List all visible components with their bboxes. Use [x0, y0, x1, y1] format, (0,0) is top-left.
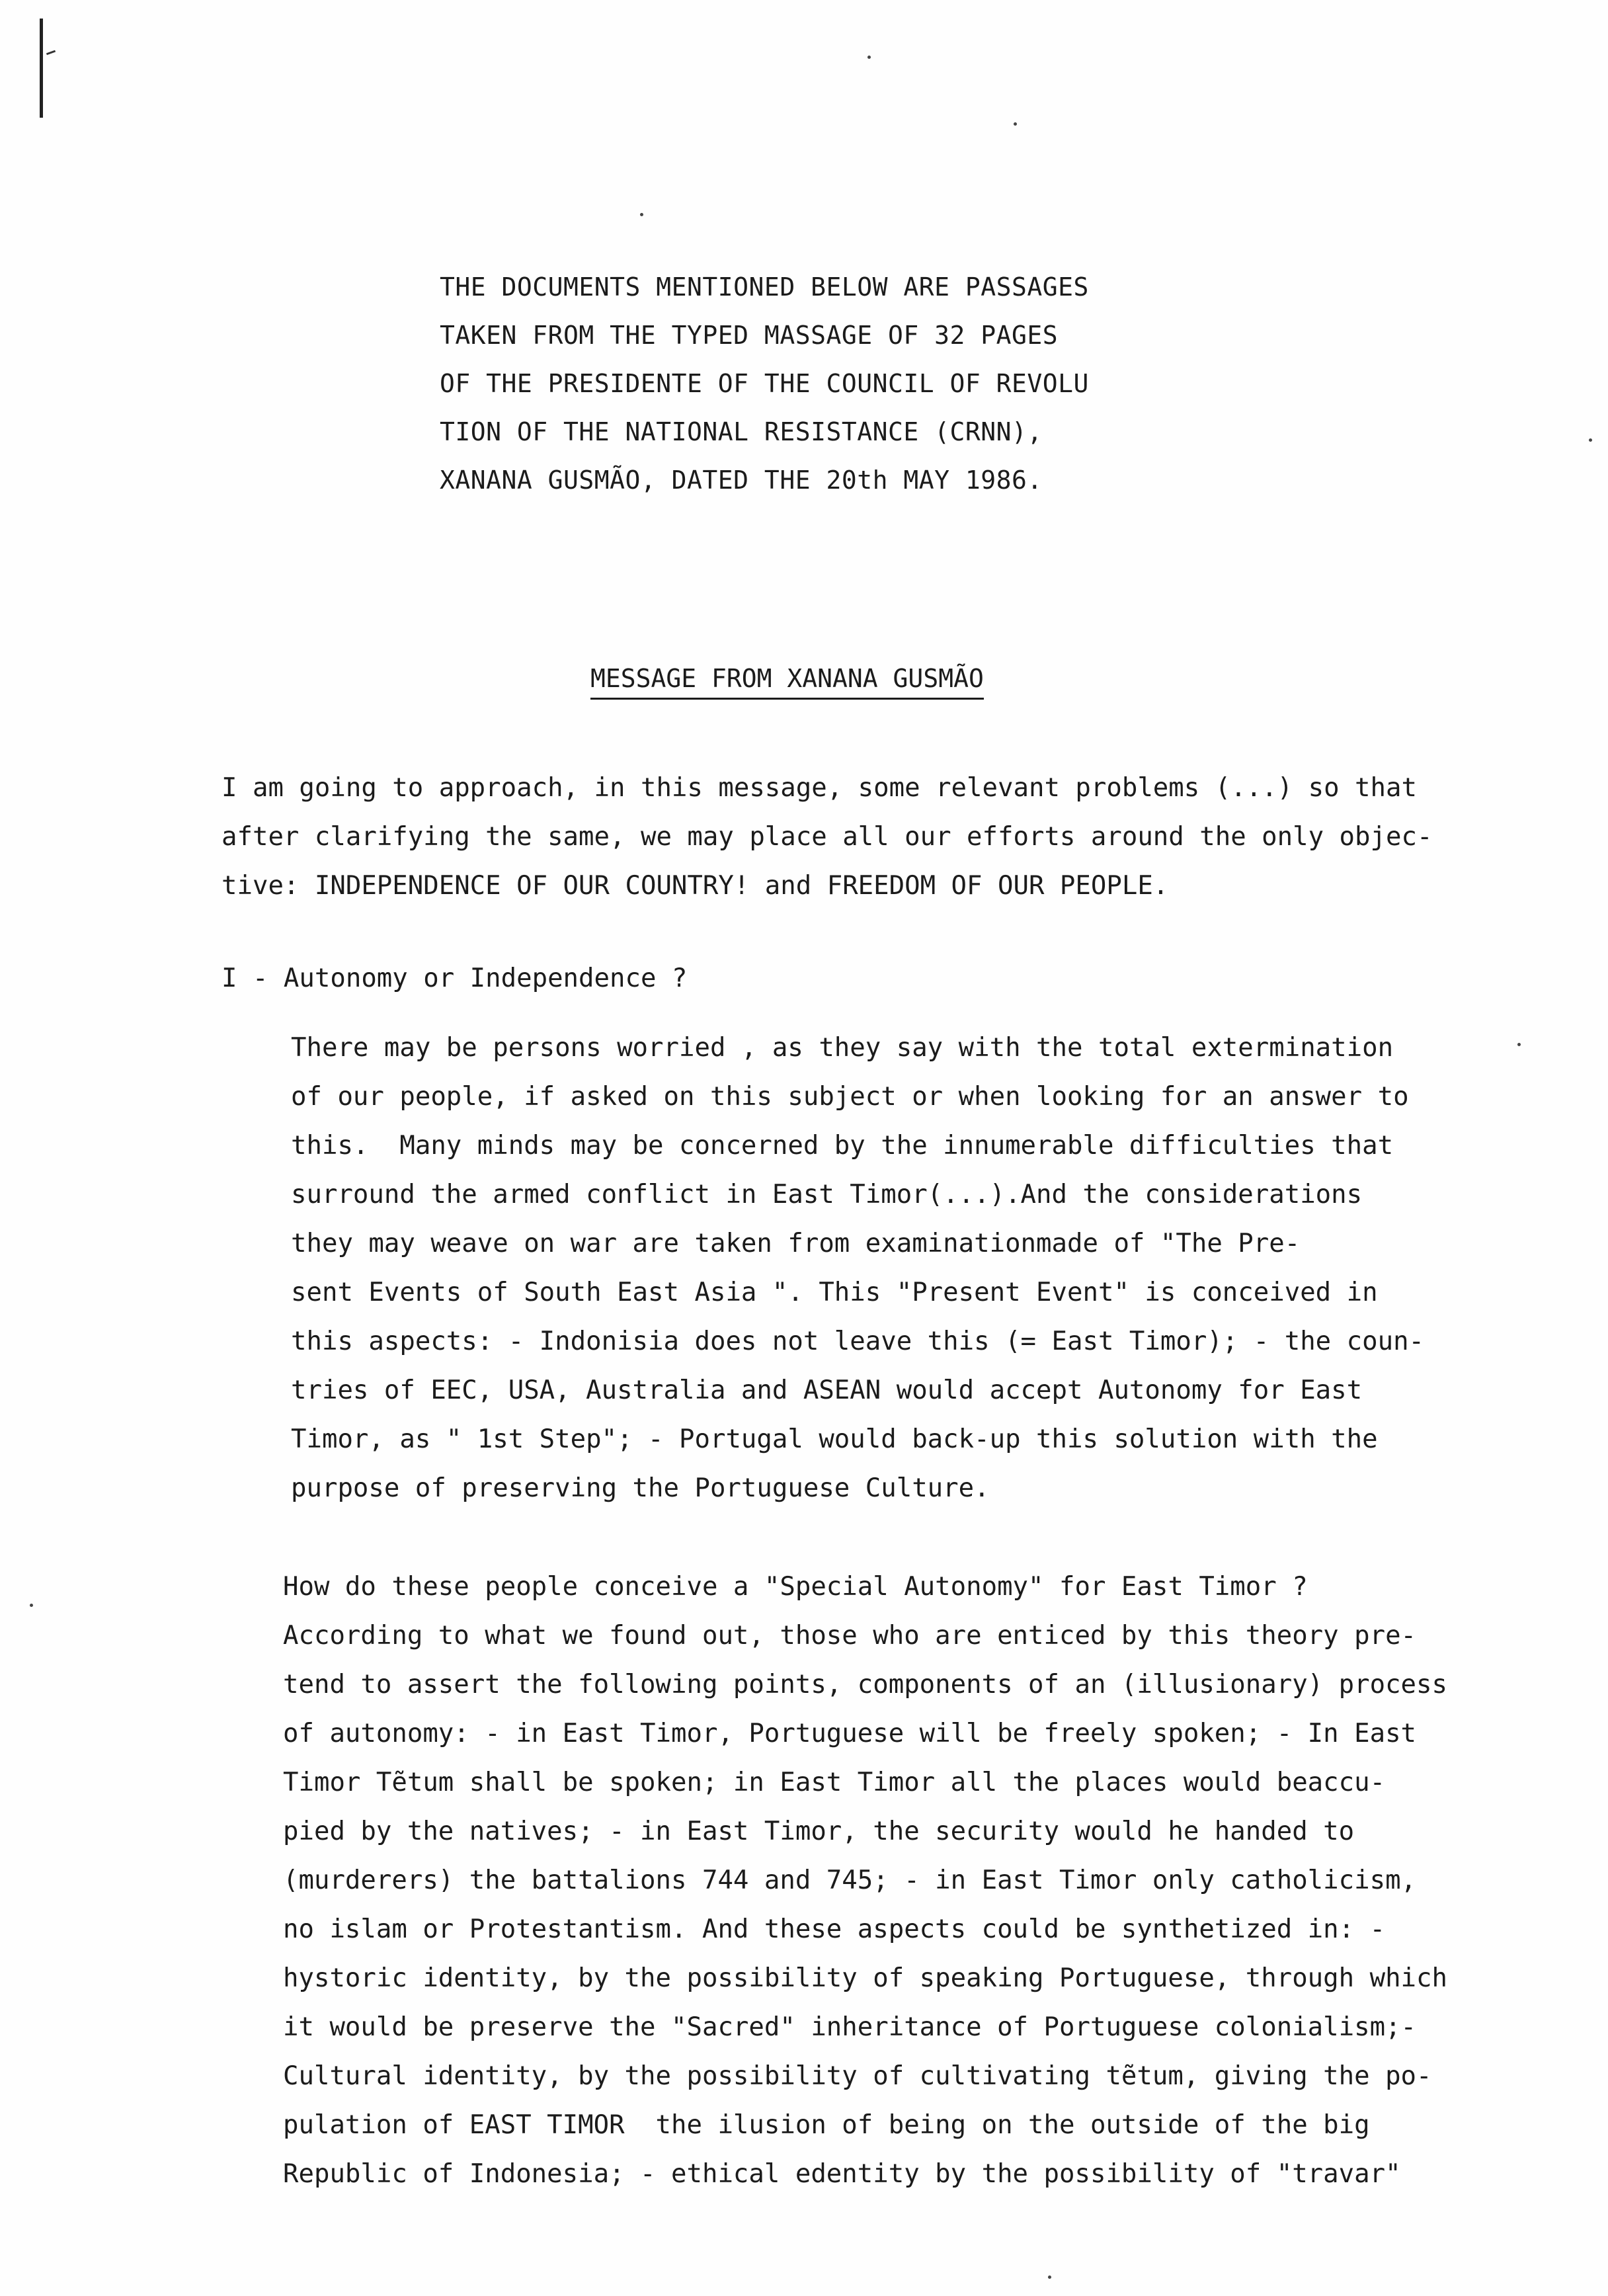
text-line: There may be persons worried , as they say with the total extermination [291, 1033, 1394, 1063]
scan-speck [1589, 438, 1592, 442]
text-line: Republic of Indonesia; - ethical edentity by the possibility of "travar" [283, 2159, 1401, 2189]
text-line: tries of EEC, USA, Australia and ASEAN would accept Autonomy for East [291, 1375, 1363, 1405]
text-line: hystoric identity, by the possibility of speaking Portuguese, through which [283, 1963, 1447, 1993]
scan-speck [1014, 122, 1017, 126]
text-line: no islam or Protestantism. And these aspects could be synthetized in: - [283, 1914, 1386, 1944]
scan-margin-tick [46, 50, 56, 56]
scan-speck [867, 56, 871, 59]
text-line: this aspects: - Indonisia does not leave this (= East Timor); - the coun- [291, 1327, 1425, 1356]
document-title: MESSAGE FROM XANANA GUSMÃO [590, 662, 984, 700]
body-paragraph-2 [283, 1563, 1579, 2199]
text-line: (murderers) the battalions 744 and 745; - in East Timor only catholicism, [283, 1866, 1417, 1895]
text-line: pulation of EAST TIMOR the ilusion of being on the outside of the big [283, 2110, 1370, 2140]
header-note [440, 263, 1233, 505]
text-line: surround the armed conflict in East Timor(...).And the considerations [291, 1180, 1363, 1210]
header-line: OF THE PRESIDENTE OF THE COUNCIL OF REVOLU [440, 369, 1089, 398]
intro-paragraph [221, 764, 1537, 911]
header-line: THE DOCUMENTS MENTIONED BELOW ARE PASSAGES [440, 272, 1089, 302]
scan-speck [30, 1604, 33, 1607]
text-line: According to what we found out, those who are enticed by this theory pre- [283, 1621, 1417, 1651]
text-line: Timor Tẽtum shall be spoken; in East Timor all the places would beaccu- [283, 1768, 1386, 1797]
scan-speck [640, 213, 643, 216]
text-line: of autonomy: - in East Timor, Portuguese will be freely spoken; - In East [283, 1719, 1417, 1748]
text-line: of our people, if asked on this subject or when looking for an answer to [291, 1082, 1409, 1112]
body-paragraph-1 [291, 1024, 1567, 1513]
scan-speck [1048, 2276, 1051, 2279]
text-line: purpose of preserving the Portuguese Culture. [291, 1473, 990, 1503]
scan-margin-mark [40, 19, 43, 118]
text-line: Timor, as " 1st Step"; - Portugal would back-up this solution with the [291, 1424, 1378, 1454]
text-line: How do these people conceive a "Special Autonomy" for East Timor ? [283, 1572, 1308, 1602]
text-line: this. Many minds may be concerned by the innumerable difficulties that [291, 1131, 1394, 1161]
text-line: tive: INDEPENDENCE OF OUR COUNTRY! and FREEDOM OF OUR PEOPLE. [221, 871, 1169, 901]
text-line: they may weave on war are taken from examinationmade of "The Pre- [291, 1229, 1301, 1258]
text-line: pied by the natives; - in East Timor, the security would he handed to [283, 1817, 1355, 1846]
header-line: TION OF THE NATIONAL RESISTANCE (CRNN), [440, 417, 1043, 446]
text-line: I am going to approach, in this message, some relevant problems (...) so that [221, 773, 1417, 803]
text-line: Cultural identity, by the possibility of cultivating tẽtum, giving the po- [283, 2061, 1432, 2091]
text-line: it would be preserve the "Sacred" inheritance of Portuguese colonialism;- [283, 2012, 1417, 2042]
header-line: TAKEN FROM THE TYPED MASSAGE OF 32 PAGES [440, 321, 1059, 350]
text-line: tend to assert the following points, components of an (illusionary) process [283, 1670, 1447, 1700]
section-heading: I - Autonomy or Independence ? [221, 964, 688, 993]
text-line: sent Events of South East Asia ". This "Present Event" is conceived in [291, 1278, 1378, 1307]
text-line: after clarifying the same, we may place all our efforts around the only objec- [221, 822, 1433, 852]
header-line: XANANA GUSMÃO, DATED THE 20th MAY 1986. [440, 466, 1043, 495]
